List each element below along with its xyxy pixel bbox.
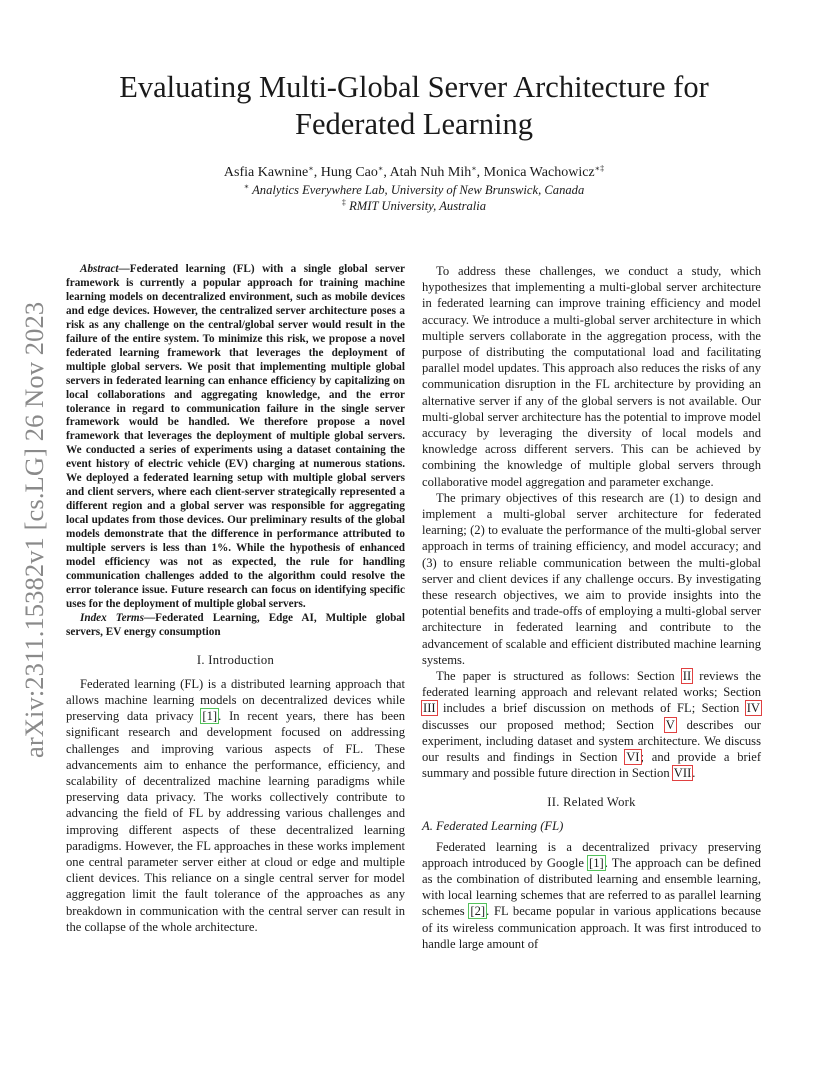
- text-run: . FL became popular in various applications because of its wireless communication approach. It was first introduced to handle large amount of: [422, 904, 761, 951]
- index-terms-text: —Federated Learning, Edge AI, Multiple global servers, EV energy consumption: [66, 611, 405, 638]
- text-run: discusses our proposed method; Section: [422, 717, 665, 732]
- author-mark: ∗: [471, 164, 477, 173]
- author-mark: ∗‡: [594, 164, 605, 173]
- text-run: . The approach can be defined as the combination of distributed learning and ensemble learning, with local learning schemes that are referred to as parallel learning schemes: [422, 855, 761, 919]
- author-mark: ∗: [308, 164, 314, 173]
- text-run: The paper is structured as follows: Section: [436, 669, 682, 684]
- section-heading-related-work: II. Related Work: [547, 794, 636, 809]
- abstract: [66, 263, 405, 612]
- title-line-1: Evaluating Multi-Global Server Architecture for: [119, 70, 709, 104]
- index-terms: [66, 612, 405, 640]
- text-run: reviews the federated learning approach and relevant related works; Section: [422, 669, 761, 700]
- section-heading-introduction: I. Introduction: [196, 652, 275, 667]
- text-run: Federated learning (FL) is a distributed learning approach that allows machine learning models on decentralized devices while preserving data privacy: [66, 676, 405, 724]
- section-link[interactable]: III: [423, 701, 436, 716]
- section-link[interactable]: IV: [746, 701, 760, 716]
- author-name: Monica Wachowicz: [483, 165, 595, 180]
- affiliation: [70, 182, 758, 198]
- paragraph: [422, 839, 761, 952]
- author-name: Atah Nuh Mih: [389, 165, 472, 180]
- arxiv-stamp: [19, 282, 49, 758]
- paragraph: To address these challenges, we conduct a study, which hypothesizes that implementing a multi-global server architecture in federated learning can improve training efficiency and model accuracy. We introduce a multi-global server architecture in which multiple servers collaborate in the aggregation process, with the purpose of distributing the computational load and facilitating parallel model updates. This approach also reduces the risks of any communication disruption in the FL architecture by providing an alternative server if any of the global servers is not available. Our multi-global server architecture has the potential to improve model accuracy by leveraging the diversity of local models and knowledge across different servers. This can be achieved by combining the knowledge of multiple global servers through collaborative model aggregation and parameter exchange.: [422, 264, 761, 489]
- text-run: includes a brief discussion on methods of FL; Section: [436, 701, 746, 716]
- text-run: Federated learning is a decentralized privacy preserving approach introduced by Google: [422, 839, 761, 870]
- text-run: ; and provide a brief summary and possible future direction in Section: [422, 750, 762, 781]
- affiliation: [70, 198, 758, 214]
- section-link[interactable]: II: [682, 669, 692, 684]
- section-link[interactable]: V: [665, 717, 675, 732]
- index-terms-lead: Index Terms: [80, 611, 144, 624]
- text-run: . In recent years, there has been significant research and development focused on addressing challenges and improving various aspects of FL. These advancements aim to enhance the performance, efficiency, and scalability of decentralized machine learning paradigms while preserving data privacy. The works collectively contribute to advancing the field of FL by addressing various challenges and improving different aspects of these decentralized learning paradigms. However, the FL approaches in these works implement one central parameter server either at cloud or edge and multiple client devices. This reliance on a single central server for model aggregation limit the fault tolerance of the approaches as any breakdown in communication with the central server can result in the collapse of the whole architecture.: [66, 709, 405, 934]
- affiliation-text: Analytics Everywhere Lab, University of New Brunswick, Canada: [252, 183, 585, 197]
- abstract-text: —Federated learning (FL) with a single global server framework is currently a popular approach for training machine learning models on decentralized environment, such as mobile devices and edge devices. However, the centralized server architecture poses a risk as any challenge on the central/global server would result in the failure of the entire system. To minimize this risk, we propose a novel federated learning framework that leverages the deployment of multiple global servers. We posit that implementing multiple global servers in federated learning can enhance efficiency by capitalizing on local collaborations and aggregating knowledge, and the error tolerance in regard to communication failure in the single server framework would be handled. We therefore propose a novel framework that leverages the deployment of multiple global servers. We conducted a series of experiments using a dataset containing the event history of electric vehicle (EV) charging at numerous stations. We deployed a federated learning setup with multiple global servers and client servers, where each client-server strategically represented a different region and a global server was responsible for aggregating local updates from those devices. Our preliminary results of the global models demonstrate that the difference in performance attributed to multiple servers is less than 1%. While the hypothesis of enhanced model efficiency was not as expected, the rule for handling communication challenges added to the algorithm could resolve the error tolerance issue. Future research can focus on identifying specific uses for the deployment of multiple global servers.: [66, 263, 405, 610]
- arxiv-stamp-text: arXiv:2311.15382v1 [cs.LG] 26 Nov 2023: [19, 301, 49, 758]
- paragraph: The primary objectives of this research are (1) to design and implement a multi-global server architecture for federated learning; (2) to evaluate the performance of the multi-global server approach in terms of training efficiency, and model accuracy; and (3) to ensure reliable communication between the multi-global server and client devices if any challenge occurs. By investigating these research objectives, we aim to provide insights into the potential benefits and trade-offs of employing a multi-global server architecture in federated learning and contribute to the advancement of scalable and efficient distributed machine learning systems.: [422, 490, 761, 667]
- author-mark: ∗: [377, 164, 384, 173]
- abstract-lead: Abstract: [80, 263, 119, 275]
- left-column: [66, 263, 405, 935]
- text-run: describes our experiment, including dataset and system architecture. We discuss our results and findings in Section: [422, 717, 762, 765]
- paragraph: [66, 676, 405, 935]
- title-line-2: Federated Learning: [295, 107, 533, 141]
- section-link[interactable]: VII: [673, 766, 692, 781]
- affiliation-text: RMIT University, Australia: [349, 199, 487, 213]
- section-link[interactable]: VI: [626, 750, 640, 765]
- affiliation-mark: ‡: [341, 198, 346, 207]
- citation-link[interactable]: [2]: [470, 904, 486, 919]
- right-column: [422, 263, 761, 952]
- text-run: .: [692, 766, 696, 781]
- paper-title: [70, 69, 758, 143]
- subsection-heading: A. Federated Learning (FL): [422, 818, 564, 833]
- author-name: Asfia Kawnine: [223, 165, 309, 180]
- paragraph: [422, 668, 761, 781]
- author-list: Asfia Kawnine∗, Hung Cao∗, Atah Nuh Mih∗, Monica Wachowicz∗‡: [223, 164, 605, 180]
- citation-link[interactable]: [1]: [202, 709, 218, 724]
- affiliation-mark: ∗: [243, 182, 250, 191]
- citation-link[interactable]: [1]: [589, 855, 604, 870]
- author-name: Hung Cao: [320, 165, 378, 180]
